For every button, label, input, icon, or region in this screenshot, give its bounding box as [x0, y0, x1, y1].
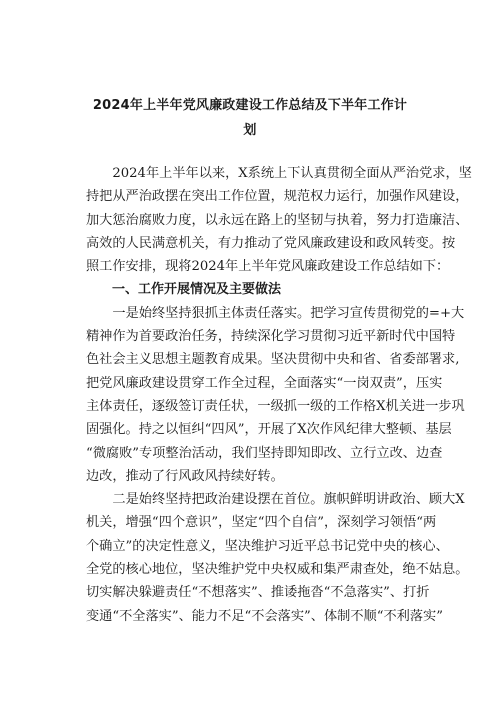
document-body	[86, 162, 472, 628]
paragraph-line: 二是始终坚持把政治建设摆在首位。旗帜鲜明讲政治、顾大X	[112, 492, 465, 508]
intro-line: 2024年上半年以来，X系统上下认真贯彻全面从严治党求，坚	[112, 166, 472, 181]
paragraph-1	[86, 302, 465, 488]
paragraph-line: 主体责任，逐级签订责任状，一级抓一级的工作格X机关进一步巩	[86, 398, 465, 414]
paragraph-line: 全党的核心地位，坚决维护党中央权威和集严肃查处，绝不姑息。	[86, 562, 469, 578]
paragraph-line: 色社会主义思想主题教育成果。坚决贯彻中央和省、省委部署求,	[86, 352, 460, 368]
intro-line: 照工作安排，现将2024年上半年党风廉政建设工作总结如下：	[86, 259, 450, 275]
document-title-line-1: 2024年上半年党风廉政建设工作总结及下半年工作计	[92, 98, 408, 113]
paragraph-line: 一是始终坚持狠抓主体责任落实。把学习宣传贯彻党的=+大	[112, 305, 465, 321]
section-heading	[86, 278, 434, 301]
paragraph-line: 切实解决躲避责任“不想落实”、推诿拖沓“不急落实”、打折	[86, 585, 430, 601]
paragraph-line: 变通“不全落实”、能力不足“不会落实”、体制不顺“不利落实”	[86, 608, 443, 624]
paragraph-2	[86, 488, 469, 628]
intro-line: 高效的人民满意机关，有力推动了党风廉政建设和政风转变。按	[86, 235, 456, 251]
paragraph-line: 把党风廉政建设贯穿工作全过程，全面落实“一岗双责”，压实	[86, 375, 443, 391]
paragraph-line: 边改，推动了行风政风持续好转。	[86, 468, 284, 484]
paragraph-line: 机关，增强“四个意识”，坚定“四个自信”，深刻学习领悟“两	[86, 515, 437, 531]
paragraph-line: “微腐败”专项整治活动，我们坚持即知即改、立行立改、边查	[86, 445, 443, 461]
document-title-line-2: 划	[243, 123, 257, 138]
paragraph-line: 个确立”的决定性意义，坚决维护习近平总书记党中央的核心、	[86, 538, 449, 554]
paragraph-line: 固强化。持之以恒纠“四风”，开展了X次作风纪律大整顿、基层	[86, 422, 452, 438]
paragraph-line: 精神作为首要政治任务，持续深化学习贯彻习近平新时代中国特	[86, 329, 456, 345]
intro-line: 加大惩治腐败力度，以永远在路上的坚韧与执着，努力打造廉洁、	[86, 212, 469, 228]
section-heading-text: 一、工作开展情况及主要做法	[112, 282, 282, 298]
intro-paragraph	[86, 162, 472, 278]
intro-line: 持把从严治政摆在突出工作位置，规范权力运行，加强作风建设，	[86, 189, 469, 205]
